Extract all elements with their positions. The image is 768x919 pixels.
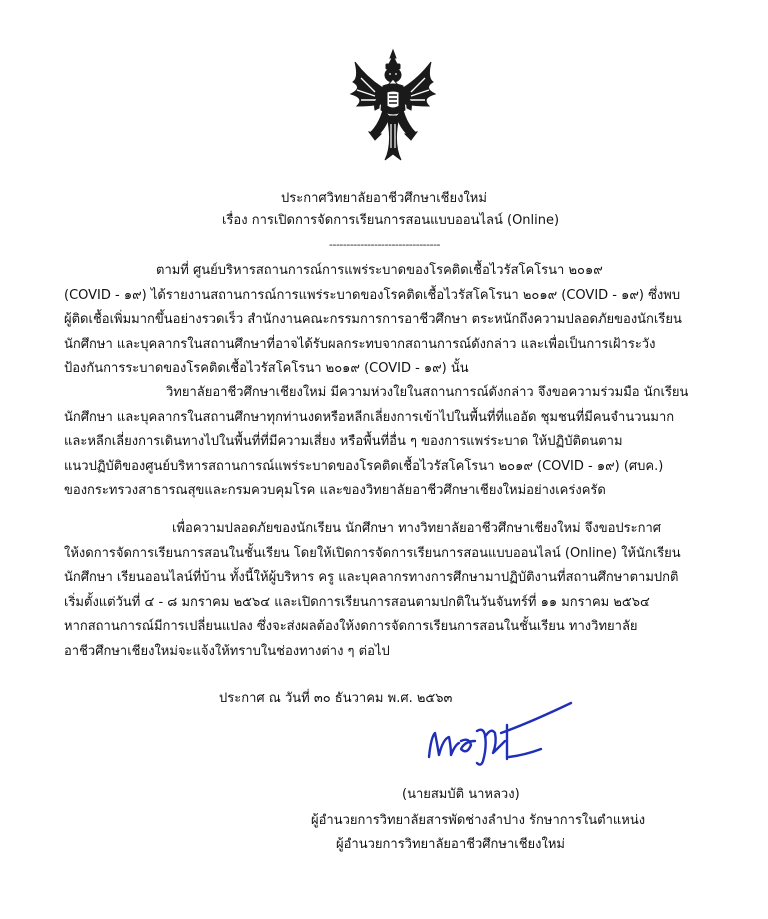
title-separator: -------------------------------- <box>329 238 441 251</box>
paragraph-line: ให้งดการจัดการเรียนการสอนในชั้นเรียน โดยให้เปิดการจัดการเรียนการสอนแบบออนไลน์ (Online) ให้นักเรียน <box>64 545 681 561</box>
signer-name: (นายสมบัติ นาหลวง) <box>402 787 520 802</box>
paragraph-line: เริ่มตั้งแต่วันที่ ๔ - ๘ มกราคม ๒๕๖๔ และเปิดการเรียนการสอนตามปกติในวันจันทร์ที่ ๑๑ มกราคม ๒๕๖๔ <box>64 594 650 610</box>
signer-position-line-1: ผู้อำนวยการวิทยาลัยสารพัดช่างลำปาง รักษาการในตำแหน่ง <box>311 813 646 828</box>
paragraph-line: (COVID - ๑๙) ได้รายงานสถานการณ์การแพร่ระบาดของโรคติดเชื้อไวรัสโคโรนา ๒๐๑๙ (COVID - ๑๙) ซึ่งพบ <box>64 287 681 303</box>
body-paragraph-1 <box>64 259 710 382</box>
paragraph-line: วิทยาลัยอาชีวศึกษาเชียงใหม่ มีความห่วงใยในสถานการณ์ดังกล่าว จึงขอความร่วมมือ นักเรียน <box>166 385 689 400</box>
paragraph-line: แนวปฏิบัติของศูนย์บริหารสถานการณ์แพร่ระบาดของโรคติดเชื้อไวรัสโคโรนา ๒๐๑๙ (COVID - ๑๙) (ศบค.) <box>64 458 664 474</box>
paragraph-line: ตามที่ ศูนย์บริหารสถานการณ์การแพร่ระบาดของโรคติดเชื้อไวรัสโคโรนา ๒๐๑๙ <box>156 263 603 278</box>
paragraph-line: ผู้ติดเชื้อเพิ่มมากขึ้นอย่างรวดเร็ว สำนักงานคณะกรรมการการอาชีวศึกษา ตระหนักถึงความปลอดภัยของนักเรียน <box>64 312 682 327</box>
body-paragraph-3 <box>64 517 710 664</box>
handwritten-signature <box>425 697 575 769</box>
paragraph-line: อาชีวศึกษาเชียงใหม่จะแจ้งให้ทราบในช่องทางต่าง ๆ ต่อไป <box>64 643 390 659</box>
paragraph-line: หากสถานการณ์มีการเปลี่ยนแปลง ซึ่งจะส่งผลต้องให้งดการจัดการเรียนการสอนในชั้นเรียน ทางวิทยาลัย <box>64 619 638 634</box>
signer-position-line-2: ผู้อำนวยการวิทยาลัยอาชีวศึกษาเชียงใหม่ <box>336 837 565 852</box>
paragraph-line: และหลีกเลี่ยงการเดินทางไปในพื้นที่ที่มีความเสี่ยง หรือพื้นที่อื่น ๆ ของการแพร่ระบาด ให้ปฏิบัติตนตาม <box>64 434 623 449</box>
paragraph-line: นักศึกษา และบุคลากรในสถานศึกษาทุกท่านงดหรือหลีกเลี่ยงการเข้าไปในพื้นที่ที่แออัด ชุมชนที่มีคนจำนวนมาก <box>64 409 675 425</box>
paragraph-line: นักศึกษา เรียนออนไลน์ที่บ้าน ทั้งนี้ให้ผู้บริหาร ครู และบุคลากรทางการศึกษามาปฏิบัติงานที่สถานศึกษาตามปกติ <box>64 570 679 585</box>
announcement-subject: เรื่อง การเปิดการจัดการเรียนการสอนแบบออนไลน์ (Online) <box>222 213 560 228</box>
paragraph-line: นักศึกษา และบุคลากรในสถานศึกษาที่อาจได้รับผลกระทบจากสถานการณ์ดังกล่าว และเพื่อเป็นการเฝ้าระวัง <box>64 336 656 352</box>
announcement-date: ประกาศ ณ วันที่ ๓๐ ธันวาคม พ.ศ. ๒๕๖๓ <box>219 691 453 706</box>
announcement-title: ประกาศวิทยาลัยอาชีวศึกษาเชียงใหม่ <box>281 191 487 206</box>
paragraph-line: ของกระทรวงสาธารณสุขและกรมควบคุมโรค และของวิทยาลัยอาชีวศึกษาเชียงใหม่อย่างเคร่งครัด <box>64 483 606 498</box>
body-paragraph-2 <box>64 381 710 504</box>
paragraph-line: เพื่อความปลอดภัยของนักเรียน นักศึกษา ทางวิทยาลัยอาชีวศึกษาเชียงใหม่ จึงขอประกาศ <box>172 521 662 536</box>
garuda-emblem-icon <box>345 48 441 168</box>
paragraph-line: ป้องกันการระบาดของโรคติดเชื้อไวรัสโคโรนา ๒๐๑๙ (COVID - ๑๙) นั้น <box>64 361 469 376</box>
